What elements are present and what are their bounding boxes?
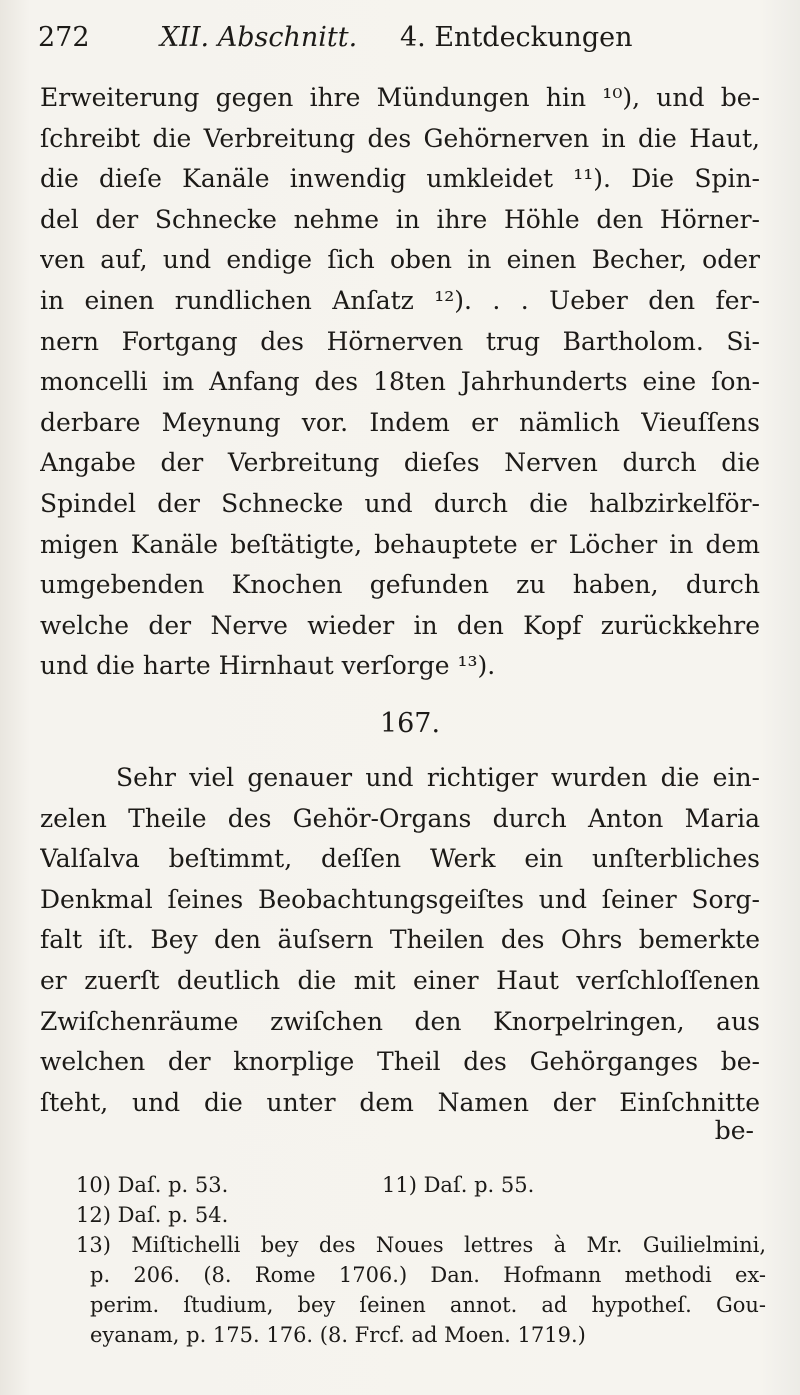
text-line: migen Kanäle beſtätigte, behauptete er Löcher in dem xyxy=(40,529,760,559)
text-line: Valſalva beſtimmt, deſſen Werk ein unſterbliches xyxy=(40,844,760,874)
footnote-10: 10) Daſ. p. 53. xyxy=(76,1173,229,1197)
footnote-row xyxy=(76,1200,766,1230)
footnote-12: 12) Daſ. p. 54. xyxy=(76,1203,229,1227)
running-title: XII. Abschnitt. xyxy=(160,22,358,53)
paragraph-continuation xyxy=(40,78,760,687)
text-line: die dieſe Kanäle inwendig umkleidet ¹¹). Die Spin- xyxy=(40,164,760,194)
footnote-13-line: 13) Miſtichelli bey des Noues lettres à Mr. Guilielmini, xyxy=(76,1233,766,1257)
footnote-11: 11) Daſ. p. 55. xyxy=(382,1173,535,1197)
text-line: ven auf, und endige ſich oben in einen Becher, oder xyxy=(40,245,760,275)
text-line: falt iſt. Bey den äuſsern Theilen des Ohrs bemerkte xyxy=(40,925,760,955)
text-line: Erweiterung gegen ihre Mündungen hin ¹⁰), und be- xyxy=(40,83,760,112)
text-line: welchen der knorplige Theil des Gehörganges be- xyxy=(40,1047,760,1077)
footnotes xyxy=(76,1170,766,1350)
running-header xyxy=(38,16,638,60)
text-line: Denkmal ſeines Beobachtungsgeiſtes und ſeiner Sorg- xyxy=(40,884,760,914)
text-line: Sehr viel genauer und richtiger wurden die ein- xyxy=(116,763,760,792)
text-line: derbare Meynung vor. Indem er nämlich Vieuſſens xyxy=(40,407,760,437)
text-line: del der Schnecke nehme in ihre Höhle den Hörner- xyxy=(40,204,760,234)
footnote-13-line: eyanam, p. 175. 176. (8. Frcf. ad Moen. 1719.) xyxy=(90,1323,586,1347)
text-line: umgebenden Knochen gefunden zu haben, durch xyxy=(40,570,760,600)
page-number: 272 xyxy=(38,22,90,53)
text-line: er zuerſt deutlich die mit einer Haut verſchloſſenen xyxy=(40,965,760,995)
footnote-13-line: p. 206. (8. Rome 1706.) Dan. Hofmann methodi ex- xyxy=(90,1263,766,1287)
catchword: be- xyxy=(714,1116,754,1145)
text-line: Spindel der Schnecke und durch die halbzirkelför- xyxy=(40,488,760,518)
text-line: Zwiſchenräume zwiſchen den Knorpelringen, aus xyxy=(40,1006,760,1036)
text-line: nern Fortgang des Hörnerven trug Bartholom. Si- xyxy=(40,326,760,356)
text-line: Angabe der Verbreitung dieſes Nerven durch die xyxy=(40,448,760,478)
text-line: welche der Nerve wieder in den Kopf zurückkehre xyxy=(40,610,760,640)
section-paragraph xyxy=(40,758,760,1123)
text-line: ſchreibt die Verbreitung des Gehörnerven in die Haut, xyxy=(40,123,760,153)
text-line: moncelli im Anfang des 18ten Jahrhunderts eine ſon- xyxy=(40,367,760,397)
section-number: 167. xyxy=(379,708,441,739)
text-line: in einen rundlichen Anſatz ¹²). . . Ueber den fer- xyxy=(40,285,760,315)
text-line: zelen Theile des Gehör-Organs durch Anton Maria xyxy=(40,803,760,833)
running-subtitle: 4. Entdeckungen xyxy=(400,22,633,53)
text-line: und die harte Hirnhaut verſorge ¹³). xyxy=(40,651,496,681)
text-line: ſteht, und die unter dem Namen der Einſchnitte xyxy=(40,1087,760,1117)
footnote-row xyxy=(76,1170,766,1200)
footnote-13-line: perim. ſtudium, bey ſeinen annot. ad hypotheſ. Gou- xyxy=(90,1293,766,1317)
